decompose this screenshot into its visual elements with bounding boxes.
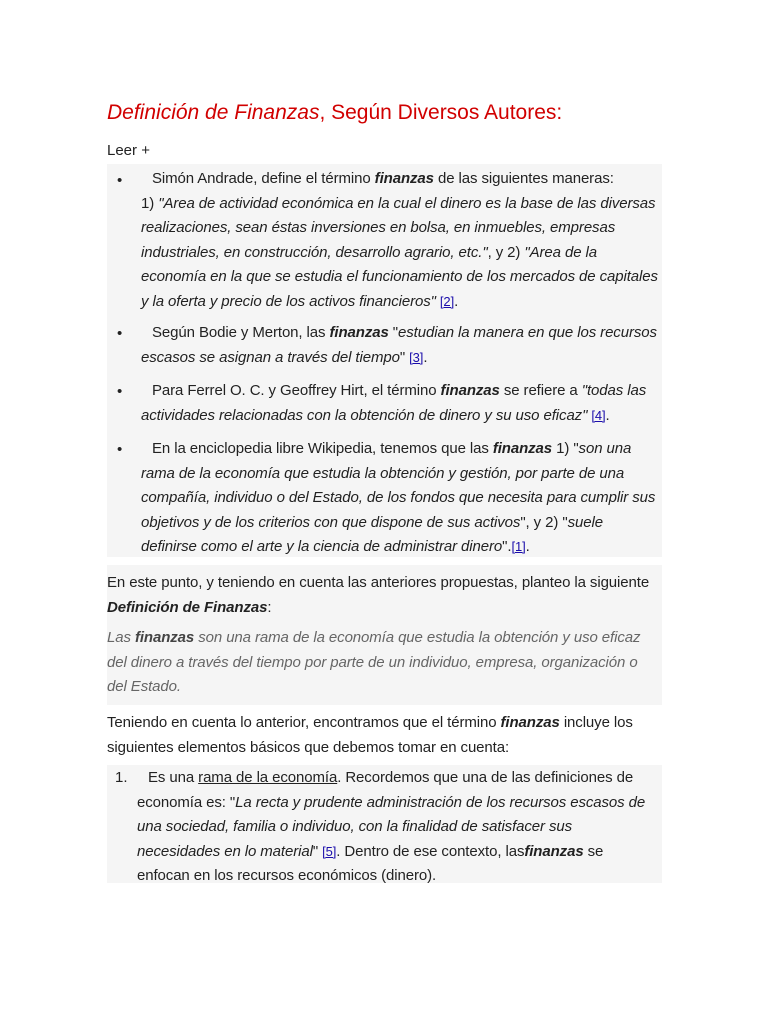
economics-branch-link[interactable]: rama de la economía: [198, 769, 338, 786]
list-item: Según Bodie y Merton, las finanzas "estudian la manera en que los recursos escasos se asignan a través del tiempo" [3].: [141, 324, 657, 366]
list-item: En la enciclopedia libre Wikipedia, tenemos que las finanzas 1) "son una rama de la economía que estudia la obtención y gestión, por parte de una compañía, individuo o del Estado, de los fondos que necesita para cumplir sus objetivos y de los criterios con que dispone de sus activos", y 2) "suele definirse como el arte y la ciencia de administrar dinero".[1].: [141, 440, 656, 555]
page-title: [107, 101, 562, 125]
numbered-list-item: Es una rama de la economía. Recordemos que una de las definiciones de economía es: "La recta y prudente administración de los recursos escasos de una sociedad, familia o individuo, con la finalidad de satisfacer sus necesidades en lo material" [5]. Dentro de ese contexto, lasfinanzas se enfocan en los recursos económicos (dinero).: [137, 769, 646, 884]
numbered-item-1-marker: 1.: [115, 769, 128, 786]
intro-paragraph: En este punto, y teniendo en cuenta las anteriores propuestas, planteo la siguiente Definición de Finanzas:: [107, 574, 650, 616]
title-rest: , Según Diversos Autores:: [319, 101, 563, 124]
list-item: Para Ferrel O. C. y Geoffrey Hirt, el término finanzas se refiere a "todas las actividades relacionadas con la obtención de dinero y su uso eficaz" [4].: [141, 382, 647, 424]
reference-link-4[interactable]: [4]: [591, 407, 606, 423]
list-item: Simón Andrade, define el término finanzas de las siguientes maneras: 1) "Area de actividad económica en la cual el dinero es la base de las diversas realizaciones, sean éstas inversiones en bolsa, en inmuebles, empresas industriales, en construcción, desarrollo agrario, etc.", y 2) "Area de la economía en la que se estudia el funcionamiento de los mercados de capitales y la oferta y precio de los activos financieros" [2].: [141, 170, 658, 310]
bullet-1-marker: •: [117, 172, 123, 189]
read-more-link[interactable]: Leer +: [107, 142, 150, 159]
reference-link-5[interactable]: [5]: [322, 843, 337, 859]
bullet-2-marker: •: [117, 325, 123, 342]
reference-link-2[interactable]: [2]: [439, 293, 455, 309]
bullet-4-marker: •: [117, 441, 123, 458]
bullet-3-marker: •: [117, 383, 123, 400]
definition-paragraph: Las finanzas son una rama de la economía que estudia la obtención y uso eficaz del dinero a través del tiempo por parte de un individuo, empresa, organización o del Estado.: [107, 629, 641, 695]
title-italic: Definición de Finanzas: [107, 101, 320, 124]
elements-intro-paragraph: Teniendo en cuenta lo anterior, encontramos que el término finanzas incluye los siguientes elementos básicos que debemos tomar en cuenta:: [107, 714, 633, 756]
reference-link-1[interactable]: [1]: [511, 539, 526, 554]
reference-link-3[interactable]: [3]: [409, 349, 424, 365]
